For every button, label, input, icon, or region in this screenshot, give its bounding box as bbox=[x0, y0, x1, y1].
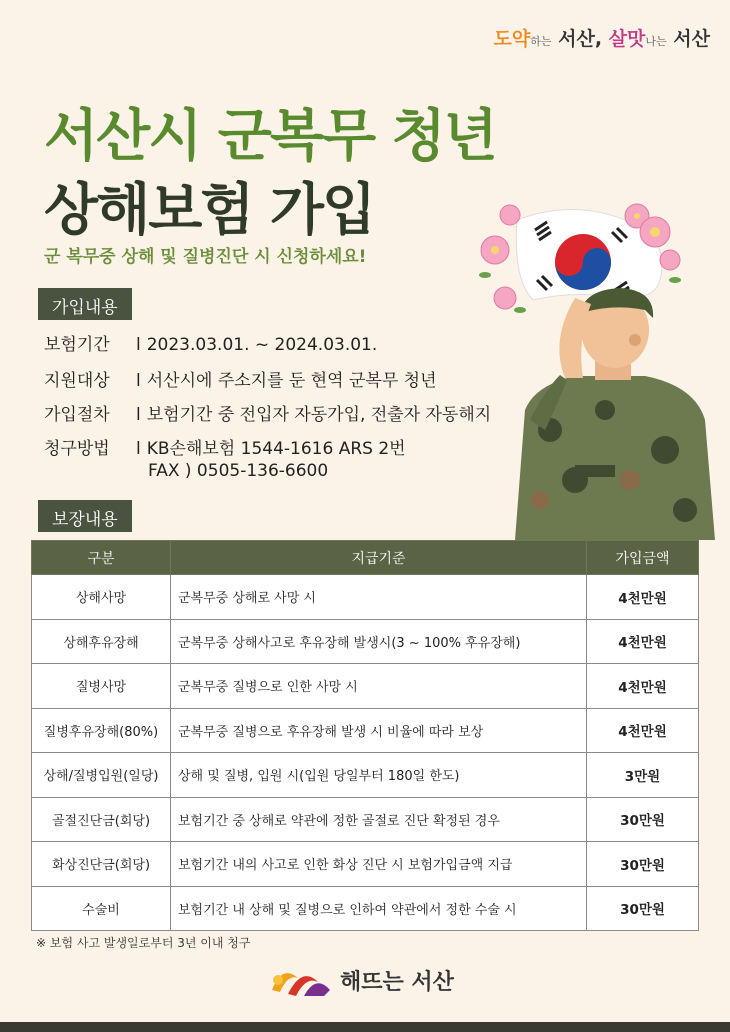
footer-bar bbox=[0, 1022, 730, 1032]
table-row bbox=[32, 886, 699, 931]
cell-criteria: 군복무중 질병으로 인한 사망 시 bbox=[171, 664, 587, 709]
header-amount: 가입금액 bbox=[587, 541, 699, 575]
slogan-part: 도약 bbox=[493, 28, 531, 50]
cell-amount: 30만원 bbox=[587, 797, 699, 842]
page-subtitle: 군 복무중 상해 및 질병진단 시 신청하세요! bbox=[44, 247, 367, 267]
sun-logo-icon bbox=[268, 960, 332, 1000]
enroll-row-procedure bbox=[44, 400, 491, 425]
cell-type: 화상진단금(회당) bbox=[32, 842, 171, 887]
row-label: 지원대상 bbox=[44, 371, 110, 391]
table-row bbox=[32, 664, 699, 709]
cell-type: 질병사망 bbox=[32, 664, 171, 709]
cell-amount: 4천만원 bbox=[587, 575, 699, 620]
cell-criteria: 군복무중 상해로 사망 시 bbox=[171, 575, 587, 620]
cell-amount: 4천만원 bbox=[587, 708, 699, 753]
slogan-part: 하는 bbox=[530, 35, 552, 48]
logo-text: 해뜨는 서산 bbox=[340, 969, 454, 995]
coverage-section-tag: 보장내용 bbox=[38, 500, 132, 532]
enroll-row-claim bbox=[44, 434, 406, 459]
cell-type: 수술비 bbox=[32, 886, 171, 931]
cell-type: 골절진단금(회당) bbox=[32, 797, 171, 842]
cell-criteria: 군복무중 상해사고로 후유장해 발생시(3 ~ 100% 후유장해) bbox=[171, 619, 587, 664]
cell-amount: 3만원 bbox=[587, 753, 699, 798]
table-row bbox=[32, 797, 699, 842]
slogan-part: 나는 bbox=[645, 35, 667, 48]
slogan-part: 서산 bbox=[673, 28, 710, 50]
cell-type: 질병후유장해(80%) bbox=[32, 708, 171, 753]
row-separator: l bbox=[136, 405, 141, 425]
row-separator: l bbox=[136, 371, 141, 391]
row-value: KB손해보험 1544-1616 ARS 2번 bbox=[146, 439, 406, 459]
claim-note: ※ 보험 사고 발생일로부터 3년 이내 청구 bbox=[36, 936, 251, 950]
row-label: 청구방법 bbox=[44, 439, 110, 459]
enroll-row-period bbox=[44, 330, 377, 355]
table-row bbox=[32, 575, 699, 620]
slogan-part: 살맛 bbox=[608, 28, 646, 50]
enroll-section-tag: 가입내용 bbox=[38, 288, 132, 320]
page-title-line1: 서산시 군복무 청년 bbox=[44, 104, 496, 169]
cell-type: 상해후유장해 bbox=[32, 619, 171, 664]
cell-criteria: 보험기간 내의 사고로 인한 화상 진단 시 보험가입금액 지급 bbox=[171, 842, 587, 887]
cell-amount: 4천만원 bbox=[587, 619, 699, 664]
soldier-salute-illustration bbox=[455, 180, 730, 540]
header-criteria: 지급기준 bbox=[171, 541, 587, 575]
table-row bbox=[32, 708, 699, 753]
row-separator: l bbox=[136, 439, 141, 459]
row-value: 보험기간 중 전입자 자동가입, 전출자 자동해지 bbox=[146, 405, 492, 425]
row-value: 2023.03.01. ~ 2024.03.01. bbox=[146, 335, 378, 355]
table-row bbox=[32, 753, 699, 798]
row-label: 가입절차 bbox=[44, 405, 110, 425]
header-type: 구분 bbox=[32, 541, 171, 575]
coverage-table bbox=[31, 540, 699, 931]
soldier-icon bbox=[515, 288, 715, 540]
enroll-claim-fax: FAX ) 0505-136-6600 bbox=[148, 461, 329, 481]
table-row bbox=[32, 842, 699, 887]
cell-amount: 30만원 bbox=[587, 842, 699, 887]
cell-criteria: 보험기간 내 상해 및 질병으로 인하여 약관에서 정한 수술 시 bbox=[171, 886, 587, 931]
cell-criteria: 보험기간 중 상해로 약관에 정한 골절로 진단 확정된 경우 bbox=[171, 797, 587, 842]
cell-type: 상해/질병입원(일당) bbox=[32, 753, 171, 798]
city-slogan bbox=[494, 24, 711, 51]
page-title-line2: 상해보험 가입 bbox=[44, 178, 375, 243]
city-logo bbox=[268, 960, 454, 1000]
cell-type: 상해사망 bbox=[32, 575, 171, 620]
row-label: 보험기간 bbox=[44, 335, 110, 355]
slogan-part: 서산, bbox=[558, 28, 603, 50]
table-row bbox=[32, 619, 699, 664]
row-separator: l bbox=[136, 335, 141, 355]
cell-criteria: 군복무중 질병으로 후유장해 발생 시 비율에 따라 보상 bbox=[171, 708, 587, 753]
table-header-row bbox=[32, 541, 699, 575]
enroll-row-target bbox=[44, 366, 437, 391]
cell-amount: 30만원 bbox=[587, 886, 699, 931]
cell-criteria: 상해 및 질병, 입원 시(입원 당일부터 180일 한도) bbox=[171, 753, 587, 798]
cell-amount: 4천만원 bbox=[587, 664, 699, 709]
row-value: 서산시에 주소지를 둔 현역 군복무 청년 bbox=[146, 371, 437, 391]
